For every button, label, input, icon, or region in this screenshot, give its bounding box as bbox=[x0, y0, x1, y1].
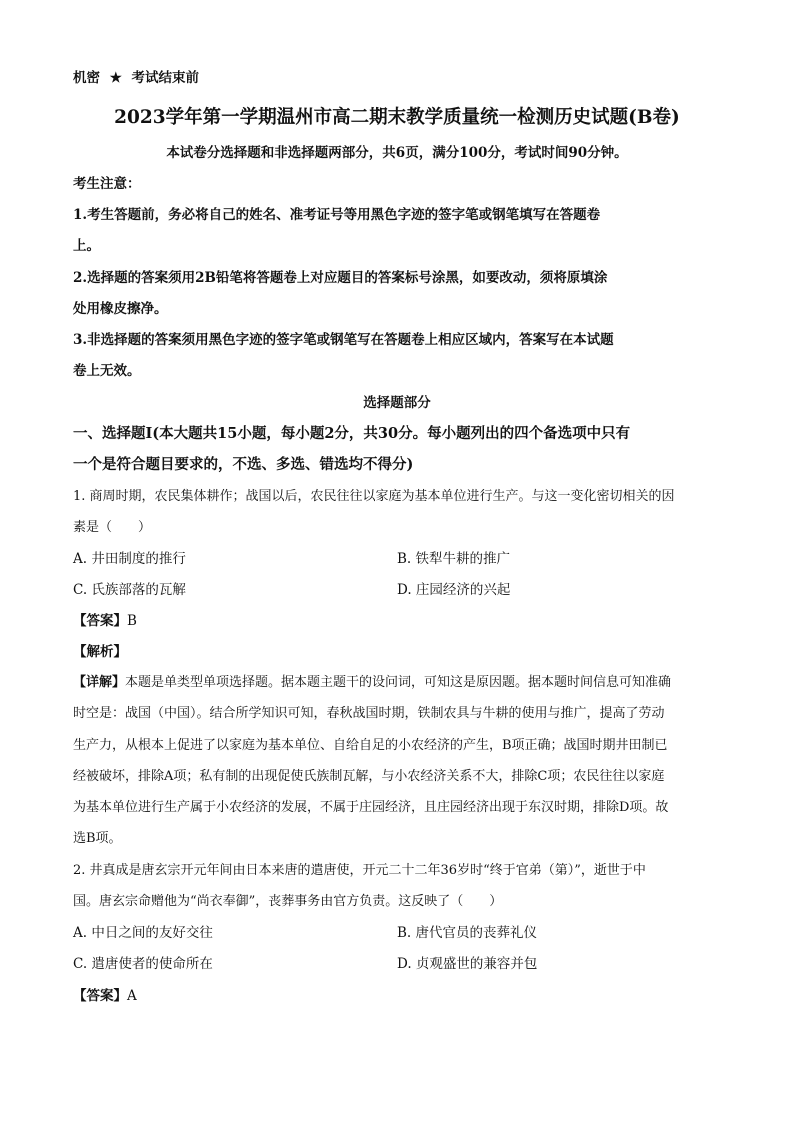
answer-value: A bbox=[127, 988, 137, 1004]
q1-detail-line-3: 生产力，从根本上促进了以家庭为基本单位、自给自足的小农经济的产生，B项正确；战国时期井田制已 bbox=[73, 738, 668, 753]
q1-option-c: C. 氏族部落的瓦解 bbox=[73, 582, 186, 598]
secret-label: 机密 bbox=[73, 70, 100, 86]
q1-analysis-tag: 【解析】 bbox=[73, 644, 127, 660]
q1-detail-line-6: 选B项。 bbox=[73, 831, 122, 846]
answer-tag: 【答案】 bbox=[73, 988, 127, 1004]
q1-option-a: A. 井田制度的推行 bbox=[73, 551, 186, 567]
notice-heading: 考生注意： bbox=[73, 176, 141, 192]
answer-tag: 【答案】 bbox=[73, 613, 127, 629]
detail-tag: 【详解】 bbox=[73, 675, 126, 690]
notice-item-3-line-2: 卷上无效。 bbox=[73, 363, 141, 379]
q1-detail-line-5: 为基本单位进行生产属于小农经济的发展，不属于庄园经济，且庄园经济出现于东汉时期，排除D项。故 bbox=[73, 800, 669, 815]
notice-item-2-line-2: 处用橡皮擦净。 bbox=[73, 301, 168, 317]
q2-option-d: D. 贞观盛世的兼容并包 bbox=[397, 956, 538, 972]
q2-stem-line-2: 国。唐玄宗命赠他为“尚衣奉御”，丧葬事务由官方负责。这反映了（ ） bbox=[73, 894, 503, 909]
notice-item-1-line-1: 1.考生答题前，务必将自己的姓名、准考证号等用黑色字迹的签字笔或钢笔填写在答题卷 bbox=[73, 207, 601, 223]
q1-option-b: B. 铁犁牛耕的推广 bbox=[397, 551, 511, 567]
confidential-header bbox=[73, 66, 724, 86]
q2-option-a: A. 中日之间的友好交往 bbox=[73, 925, 213, 941]
answer-value: B bbox=[127, 613, 137, 629]
q2-answer bbox=[73, 984, 724, 1004]
notice-item-1-line-2: 上。 bbox=[73, 238, 100, 254]
part1-instructions-line-2: 一个是符合题目要求的，不选、多选、错选均不得分) bbox=[73, 456, 414, 473]
detail-text: 本题是单类型单项选择题。据本题主题干的设问词，可知这是原因题。据本题时间信息可知准确 bbox=[125, 675, 672, 690]
secret-note: 考试结束前 bbox=[131, 70, 200, 86]
exam-title: 2023学年第一学期温州市高二期末教学质量统一检测历史试题(B卷) bbox=[114, 107, 680, 128]
section-title: 选择题部分 bbox=[363, 395, 431, 411]
notice-item-2-line-1: 2.选择题的答案须用2B铅笔将答题卷上对应题目的答案标号涂黑，如要改动，须将原填涂 bbox=[73, 270, 608, 286]
part1-instructions-line-1: 一、选择题Ⅰ(本大题共15小题，每小题2分，共30分。每小题列出的四个备选项中只有 bbox=[73, 425, 631, 442]
q1-detail-line-2: 时空是：战国（中国）。结合所学知识可知，春秋战国时期，铁制农具与牛耕的使用与推广，提高了劳动 bbox=[73, 706, 665, 721]
q1-answer bbox=[73, 609, 724, 629]
star-icon: ★ bbox=[109, 70, 122, 86]
q1-stem-line-1: 1. 商周时期，农民集体耕作；战国以后，农民往往以家庭为基本单位进行生产。与这一变化密切相关的因 bbox=[73, 489, 675, 504]
notice-item-3-line-1: 3.非选择题的答案须用黑色字迹的签字笔或钢笔写在答题卷上相应区域内，答案写在本试题 bbox=[73, 332, 614, 348]
exam-intro: 本试卷分选择题和非选择题两部分，共6页，满分100分，考试时间90分钟。 bbox=[166, 145, 628, 161]
q1-option-d: D. 庄园经济的兴起 bbox=[397, 582, 511, 598]
q2-option-b: B. 唐代官员的丧葬礼仪 bbox=[397, 925, 538, 941]
q1-detail-line-1 bbox=[73, 671, 724, 690]
q2-stem-line-1: 2. 井真成是唐玄宗开元年间由日本来唐的遣唐使，开元二十二年36岁时“终于官弟（第）”，逝世于中 bbox=[73, 863, 646, 878]
q2-option-c: C. 遣唐使者的使命所在 bbox=[73, 956, 213, 972]
q1-stem-line-2: 素是（ ） bbox=[73, 520, 152, 535]
q1-detail-line-4: 经被破坏，排除A项；私有制的出现促使氏族制瓦解，与小农经济关系不大，排除C项；农民往往以家庭 bbox=[73, 769, 665, 784]
